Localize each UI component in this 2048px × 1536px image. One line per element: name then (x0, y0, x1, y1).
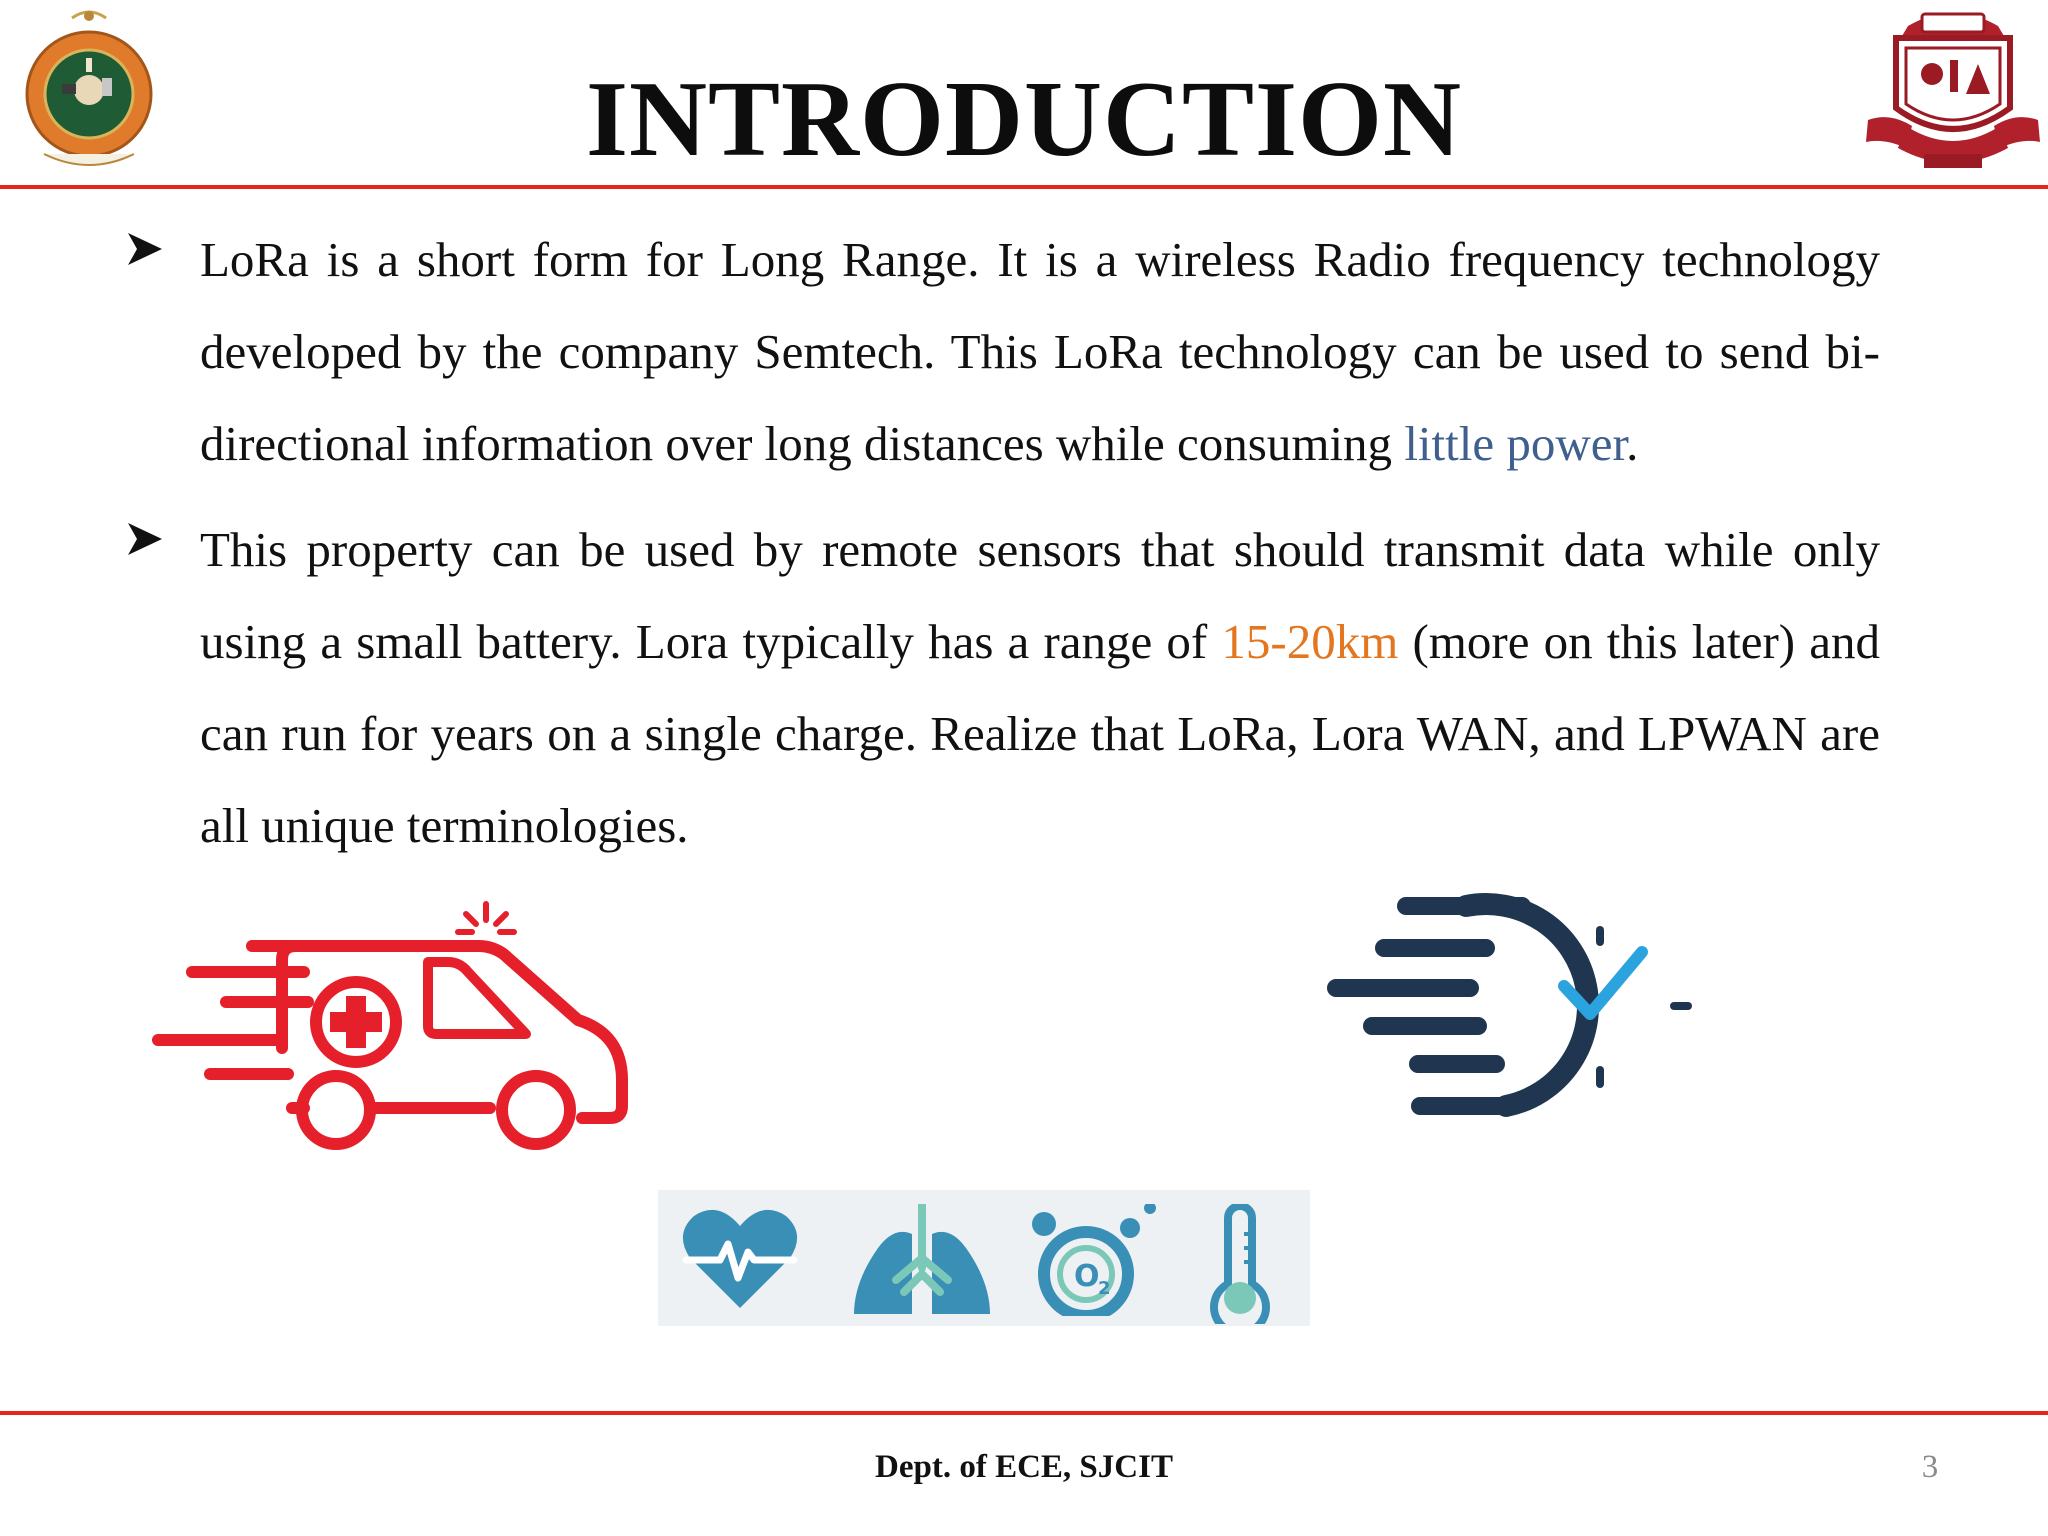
slide-title: INTRODUCTION (585, 60, 1463, 179)
bullet-text-segment: This property can be used by remote sensors that should transmit data while only using a small battery. Lora typically has a range of (200, 522, 1880, 669)
oxygen-icon (1030, 1204, 1158, 1316)
svg-text:O: O (1074, 1259, 1100, 1294)
page-number: 3 (1921, 1449, 1939, 1485)
bullet-text (200, 214, 1880, 490)
ambulance-icon (148, 898, 634, 1168)
thermometer-icon (1204, 1204, 1276, 1324)
bullet-text-segment: (more on this later) and can run for years on a single charge. Realize that LoRa, Lora WAN, and LPWAN are all unique terminologies. (200, 614, 1880, 853)
bullet-text (200, 504, 1880, 872)
arrowhead-bullet-icon (126, 230, 164, 268)
footer-divider (0, 1411, 2048, 1415)
bullet-text-segment: LoRa is a short form for Long Range. It is a wireless Radio frequency technology developed by the company Semtech. This LoRa technology can be used to send bi-directional information over long distances while consuming (200, 232, 1880, 471)
highlighted-phrase: 15-20km (1221, 614, 1399, 669)
heart-rate-icon (680, 1204, 800, 1312)
arrowhead-bullet-icon (126, 520, 164, 558)
fast-clock-icon (1300, 858, 1760, 1158)
footer-department: Dept. of ECE, SJCIT (875, 1449, 1173, 1485)
highlighted-phrase: little power (1404, 416, 1627, 471)
svg-text:2: 2 (1098, 1278, 1111, 1299)
bullet-text-segment: . (1626, 416, 1639, 471)
lungs-icon (850, 1204, 994, 1316)
health-icons-strip (658, 1190, 1310, 1326)
header-divider (0, 185, 2048, 189)
